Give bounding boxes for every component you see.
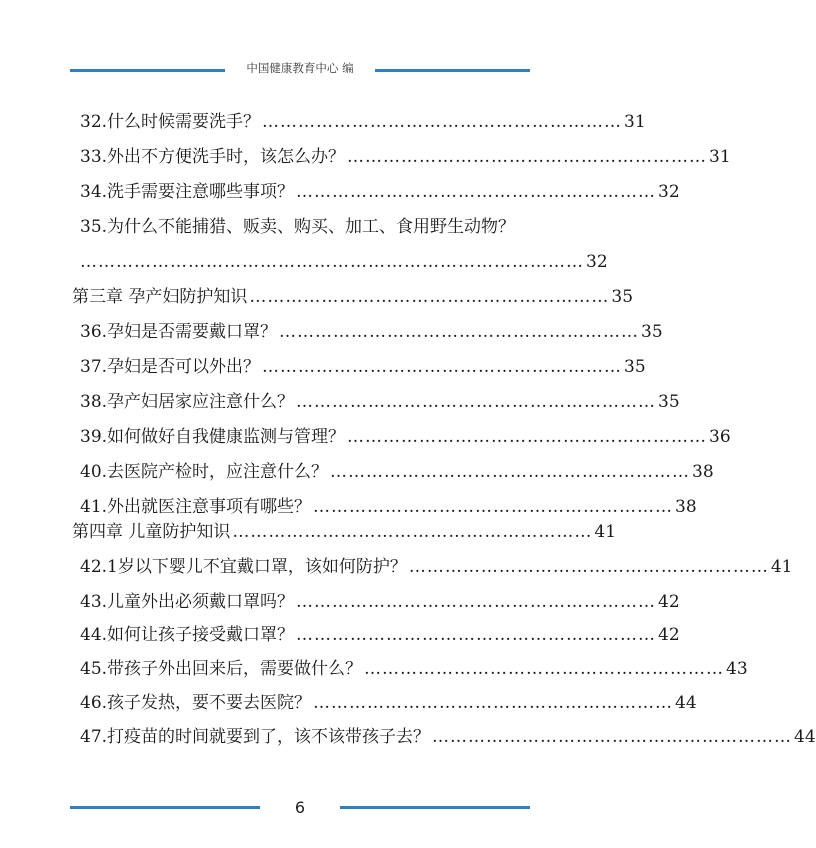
toc-chapter-label: 第三章 孕产妇防护知识 <box>72 287 248 307</box>
leader-dots: …………………………………………………… <box>262 112 623 132</box>
footer-rule-right <box>340 806 530 809</box>
toc-entry-label: 38.孕产妇居家应注意什么？ <box>80 392 295 412</box>
toc-entry-40[interactable] <box>80 460 714 484</box>
toc-entry-label: 44.如何让孩子接受戴口罩？ <box>80 625 295 645</box>
leader-dots: …………………………………………………… <box>313 693 674 713</box>
toc-entry-label: 45.带孩子外出回来后，需要做什么？ <box>80 659 363 679</box>
toc-entry-page: 42 <box>658 592 680 612</box>
toc-entry-page: 38 <box>675 497 697 517</box>
toc-entry-34[interactable] <box>80 180 680 204</box>
toc-entry-35[interactable] <box>80 215 530 239</box>
leader-dots: …………………………………………………… <box>296 592 657 612</box>
toc-entry-page: 35 <box>611 287 634 307</box>
leader-dots: …………………………………………………… <box>313 497 674 517</box>
toc-entry-33[interactable] <box>80 145 731 169</box>
toc-entry-page: 35 <box>624 357 646 377</box>
leader-dots: …………………………………………………… <box>347 147 708 167</box>
header-publisher: 中国健康教育中心 编 <box>246 61 354 75</box>
toc-entry-42[interactable] <box>80 555 793 579</box>
toc-entry-41[interactable] <box>80 495 697 519</box>
leader-dots: …………………………………………………… <box>347 427 708 447</box>
toc-entry-36[interactable] <box>80 320 663 344</box>
leader-dots: …………………………………………………… <box>279 322 640 342</box>
toc-entry-label: 42.1岁以下婴儿不宜戴口罩，该如何防护？ <box>80 557 407 577</box>
toc-entry-label: 39.如何做好自我健康监测与管理？ <box>80 427 346 447</box>
leader-dots: ………………………………………………………………………… <box>80 252 584 272</box>
toc-entry-35-continuation[interactable] <box>80 250 608 274</box>
toc-entry-page: 32 <box>586 252 608 272</box>
toc-entry-label: 37.孕妇是否可以外出？ <box>80 357 261 377</box>
toc-entry-page: 31 <box>624 112 646 132</box>
toc-entry-47[interactable] <box>80 725 816 749</box>
header-rule-left <box>70 69 225 72</box>
toc-entry-label: 41.外出就医注意事项有哪些？ <box>80 497 312 517</box>
toc-entry-label: 32.什么时候需要洗手？ <box>80 112 261 132</box>
toc-entry-page: 41 <box>594 522 617 542</box>
leader-dots: …………………………………………………… <box>262 357 623 377</box>
leader-dots: …………………………………………………… <box>296 392 657 412</box>
toc-entry-page: 42 <box>658 625 680 645</box>
toc-entry-32[interactable] <box>80 110 646 134</box>
toc-entry-label: 34.洗手需要注意哪些事项？ <box>80 182 295 202</box>
toc-chapter-4[interactable] <box>72 520 617 544</box>
toc-entry-label: 36.孕妇是否需要戴口罩？ <box>80 322 278 342</box>
toc-entry-page: 41 <box>770 557 793 577</box>
toc-chapter-label: 第四章 儿童防护知识 <box>72 522 231 542</box>
header-rule-right <box>375 69 530 72</box>
toc-entry-label: 47.打疫苗的时间就要到了，该不该带孩子去？ <box>80 727 431 747</box>
toc-entry-label: 33.外出不方便洗手时，该怎么办？ <box>80 147 346 167</box>
toc-entry-38[interactable] <box>80 390 680 414</box>
toc-entry-page: 32 <box>658 182 680 202</box>
toc-entry-page: 35 <box>641 322 663 342</box>
toc-entry-label: 46.孩子发热，要不要去医院？ <box>80 693 312 713</box>
toc-entry-page: 44 <box>794 727 816 747</box>
leader-dots: …………………………………………………… <box>364 659 725 679</box>
toc-entry-page: 38 <box>692 462 714 482</box>
leader-dots: …………………………………………………… <box>296 625 657 645</box>
toc-entry-43[interactable] <box>80 590 680 614</box>
leader-dots: …………………………………………………… <box>296 182 657 202</box>
leader-dots: …………………………………………………… <box>249 287 610 307</box>
toc-entry-44[interactable] <box>80 623 680 647</box>
leader-dots: …………………………………………………… <box>432 727 793 747</box>
toc-entry-page: 43 <box>726 659 748 679</box>
toc-entry-37[interactable] <box>80 355 646 379</box>
leader-dots: …………………………………………………… <box>408 557 769 577</box>
leader-dots: …………………………………………………… <box>330 462 691 482</box>
toc-entry-page: 36 <box>709 427 731 447</box>
toc-entry-page: 44 <box>675 693 697 713</box>
toc-entry-page: 35 <box>658 392 680 412</box>
toc-entry-label: 40.去医院产检时，应注意什么？ <box>80 462 329 482</box>
toc-entry-46[interactable] <box>80 691 697 715</box>
toc-entry-label: 35.为什么不能捕猎、贩卖、购买、加工、食用野生动物？ <box>80 217 516 237</box>
page-number: 6 <box>294 798 306 817</box>
footer-rule-left <box>70 806 260 809</box>
leader-dots: …………………………………………………… <box>232 522 593 542</box>
toc-entry-39[interactable] <box>80 425 731 449</box>
toc-entry-45[interactable] <box>80 657 748 681</box>
toc-entry-page: 31 <box>709 147 731 167</box>
toc-chapter-3[interactable] <box>72 285 634 309</box>
toc-entry-label: 43.儿童外出必须戴口罩吗？ <box>80 592 295 612</box>
